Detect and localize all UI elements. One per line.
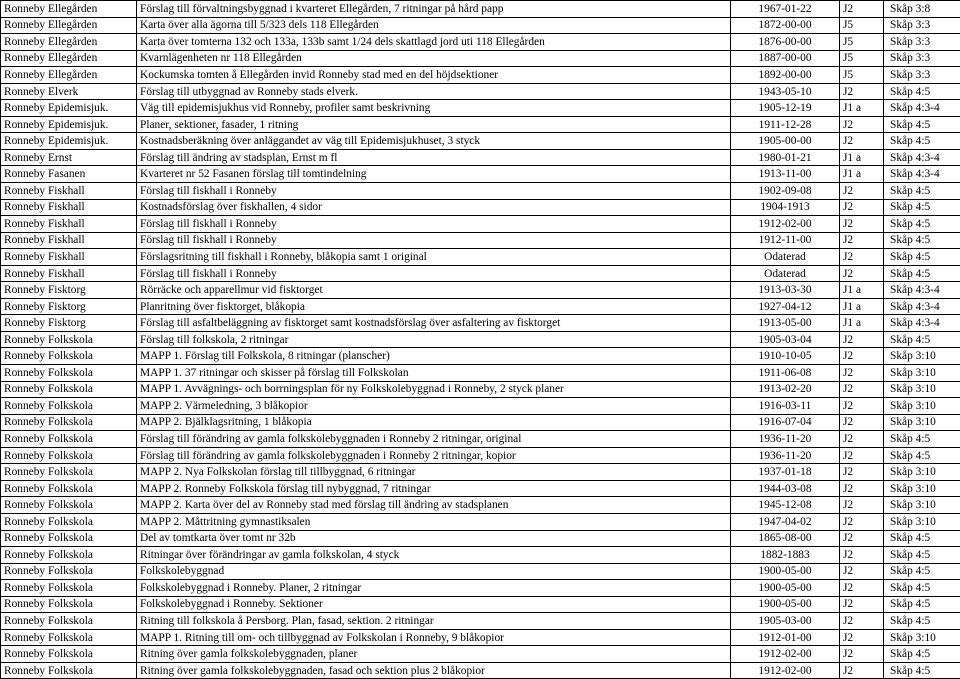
date-cell: 1947-04-02 bbox=[731, 513, 840, 530]
series-cell: J2 bbox=[840, 83, 884, 100]
date-cell: 1913-11-00 bbox=[731, 166, 840, 183]
place-cell: Ronneby Epidemisjuk. bbox=[1, 116, 137, 133]
description-cell: Planer, sektioner, fasader, 1 ritning bbox=[137, 116, 731, 133]
table-row bbox=[1, 662, 960, 679]
table-row bbox=[1, 414, 960, 431]
description-cell: Del av tomtkarta över tomt nr 32b bbox=[137, 530, 731, 547]
description-cell: MAPP 2. Karta över del av Ronneby stad med förslag till ändring av stadsplanen bbox=[137, 497, 731, 514]
series-cell: J5 bbox=[840, 17, 884, 34]
table-row bbox=[1, 166, 960, 183]
place-cell: Ronneby Fiskhall bbox=[1, 216, 137, 233]
series-cell: J2 bbox=[840, 464, 884, 481]
date-cell: 1916-07-04 bbox=[731, 414, 840, 431]
description-cell: MAPP 2. Nya Folkskolan förslag till tillbyggnad, 6 ritningar bbox=[137, 464, 731, 481]
place-cell: Ronneby Folkskola bbox=[1, 613, 137, 630]
series-cell: J1 a bbox=[840, 282, 884, 299]
location-cell: Skåp 3:10 bbox=[884, 497, 960, 514]
series-cell: J5 bbox=[840, 67, 884, 84]
description-cell: Kvarnlägenheten nr 118 Ellegården bbox=[137, 50, 731, 67]
table-row bbox=[1, 646, 960, 663]
series-cell: J2 bbox=[840, 348, 884, 365]
description-cell: Ritning till folkskola å Persborg. Plan, fasad, sektion. 2 ritningar bbox=[137, 613, 731, 630]
place-cell: Ronneby Folkskola bbox=[1, 513, 137, 530]
date-cell: 1916-03-11 bbox=[731, 398, 840, 415]
place-cell: Ronneby Epidemisjuk. bbox=[1, 133, 137, 150]
location-cell: Skåp 4:5 bbox=[884, 563, 960, 580]
description-cell: Karta över alla ägorna till 5/323 dels 118 Ellegården bbox=[137, 17, 731, 34]
description-cell: Förslag till fiskhall i Ronneby bbox=[137, 265, 731, 282]
series-cell: J2 bbox=[840, 480, 884, 497]
series-cell: J5 bbox=[840, 50, 884, 67]
series-cell: J2 bbox=[840, 265, 884, 282]
location-cell: Skåp 4:5 bbox=[884, 547, 960, 564]
series-cell: J2 bbox=[840, 398, 884, 415]
table-row bbox=[1, 232, 960, 249]
table-row bbox=[1, 563, 960, 580]
table-row bbox=[1, 315, 960, 332]
place-cell: Ronneby Folkskola bbox=[1, 381, 137, 398]
description-cell: Förslag till folkskola, 2 ritningar bbox=[137, 331, 731, 348]
place-cell: Ronneby Folkskola bbox=[1, 547, 137, 564]
series-cell: J2 bbox=[840, 381, 884, 398]
location-cell: Skåp 4:5 bbox=[884, 199, 960, 216]
place-cell: Ronneby Fiskhall bbox=[1, 232, 137, 249]
description-cell: MAPP 1. Ritning till om- och tillbyggnad av Folkskolan i Ronneby, 9 blåkopior bbox=[137, 629, 731, 646]
location-cell: Skåp 4:5 bbox=[884, 83, 960, 100]
location-cell: Skåp 3:3 bbox=[884, 17, 960, 34]
series-cell: J2 bbox=[840, 563, 884, 580]
description-cell: Förslag till ändring av stadsplan, Ernst m fl bbox=[137, 149, 731, 166]
location-cell: Skåp 3:10 bbox=[884, 513, 960, 530]
place-cell: Ronneby Fisktorg bbox=[1, 282, 137, 299]
table-row bbox=[1, 365, 960, 382]
place-cell: Ronneby Folkskola bbox=[1, 497, 137, 514]
place-cell: Ronneby Folkskola bbox=[1, 596, 137, 613]
series-cell: J1 a bbox=[840, 100, 884, 117]
table-row bbox=[1, 530, 960, 547]
place-cell: Ronneby Folkskola bbox=[1, 398, 137, 415]
series-cell: J1 a bbox=[840, 166, 884, 183]
series-cell: J2 bbox=[840, 216, 884, 233]
table-row bbox=[1, 149, 960, 166]
place-cell: Ronneby Folkskola bbox=[1, 480, 137, 497]
date-cell: 1872-00-00 bbox=[731, 17, 840, 34]
series-cell: J2 bbox=[840, 447, 884, 464]
table-row bbox=[1, 447, 960, 464]
series-cell: J2 bbox=[840, 613, 884, 630]
description-cell: Ritning över gamla folkskolebyggnaden, planer bbox=[137, 646, 731, 663]
table-row bbox=[1, 50, 960, 67]
place-cell: Ronneby Folkskola bbox=[1, 580, 137, 597]
location-cell: Skåp 3:3 bbox=[884, 50, 960, 67]
description-cell: Förslagsritning till fiskhall i Ronneby, blåkopia samt 1 original bbox=[137, 249, 731, 266]
series-cell: J2 bbox=[840, 513, 884, 530]
place-cell: Ronneby Folkskola bbox=[1, 447, 137, 464]
date-cell: 1912-11-00 bbox=[731, 232, 840, 249]
table-row bbox=[1, 1, 960, 18]
date-cell: 1913-05-00 bbox=[731, 315, 840, 332]
place-cell: Ronneby Folkskola bbox=[1, 530, 137, 547]
description-cell: Kostnadsberäkning över anläggandet av väg till Epidemisjukhuset, 3 styck bbox=[137, 133, 731, 150]
table-row bbox=[1, 67, 960, 84]
description-cell: Ritningar över förändringar av gamla folkskolan, 4 styck bbox=[137, 547, 731, 564]
table-row bbox=[1, 596, 960, 613]
date-cell: 1900-05-00 bbox=[731, 596, 840, 613]
location-cell: Skåp 4:3-4 bbox=[884, 282, 960, 299]
description-cell: Kostnadsförslag över fiskhallen, 4 sidor bbox=[137, 199, 731, 216]
series-cell: J2 bbox=[840, 497, 884, 514]
date-cell: 1943-05-10 bbox=[731, 83, 840, 100]
location-cell: Skåp 3:10 bbox=[884, 348, 960, 365]
date-cell: 1980-01-21 bbox=[731, 149, 840, 166]
table-row bbox=[1, 265, 960, 282]
place-cell: Ronneby Ellegården bbox=[1, 34, 137, 51]
table-row bbox=[1, 133, 960, 150]
place-cell: Ronneby Fiskhall bbox=[1, 199, 137, 216]
series-cell: J2 bbox=[840, 133, 884, 150]
description-cell: MAPP 1. Avvägnings- och borrningsplan för ny Folkskolebyggnad i Ronneby, 2 styck planer bbox=[137, 381, 731, 398]
table-row bbox=[1, 480, 960, 497]
date-cell: 1905-12-19 bbox=[731, 100, 840, 117]
place-cell: Ronneby Folkskola bbox=[1, 629, 137, 646]
date-cell: 1902-09-08 bbox=[731, 183, 840, 200]
series-cell: J2 bbox=[840, 431, 884, 448]
table-row bbox=[1, 398, 960, 415]
location-cell: Skåp 4:5 bbox=[884, 331, 960, 348]
series-cell: J2 bbox=[840, 580, 884, 597]
place-cell: Ronneby Folkskola bbox=[1, 331, 137, 348]
location-cell: Skåp 3:10 bbox=[884, 629, 960, 646]
date-cell: 1945-12-08 bbox=[731, 497, 840, 514]
location-cell: Skåp 4:5 bbox=[884, 431, 960, 448]
series-cell: J2 bbox=[840, 596, 884, 613]
place-cell: Ronneby Ellegården bbox=[1, 50, 137, 67]
table-row bbox=[1, 613, 960, 630]
date-cell: 1927-04-12 bbox=[731, 298, 840, 315]
place-cell: Ronneby Folkskola bbox=[1, 365, 137, 382]
date-cell: 1904-1913 bbox=[731, 199, 840, 216]
register-body bbox=[1, 1, 960, 679]
description-cell: Förslag till asfaltbeläggning av fisktorget samt kostnadsförslag över asfaltering av fisktorget bbox=[137, 315, 731, 332]
date-cell: 1905-03-00 bbox=[731, 613, 840, 630]
table-row bbox=[1, 83, 960, 100]
location-cell: Skåp 3:8 bbox=[884, 1, 960, 18]
place-cell: Ronneby Ernst bbox=[1, 149, 137, 166]
description-cell: MAPP 1. 37 ritningar och skisser på förslag till Folkskolan bbox=[137, 365, 731, 382]
place-cell: Ronneby Ellegården bbox=[1, 1, 137, 18]
place-cell: Ronneby Folkskola bbox=[1, 646, 137, 663]
location-cell: Skåp 4:3-4 bbox=[884, 166, 960, 183]
series-cell: J5 bbox=[840, 34, 884, 51]
location-cell: Skåp 3:10 bbox=[884, 464, 960, 481]
series-cell: J2 bbox=[840, 116, 884, 133]
description-cell: Förslag till utbyggnad av Ronneby stads elverk. bbox=[137, 83, 731, 100]
place-cell: Ronneby Folkskola bbox=[1, 662, 137, 679]
location-cell: Skåp 4:3-4 bbox=[884, 100, 960, 117]
series-cell: J1 a bbox=[840, 149, 884, 166]
place-cell: Ronneby Ellegården bbox=[1, 67, 137, 84]
location-cell: Skåp 4:5 bbox=[884, 116, 960, 133]
place-cell: Ronneby Folkskola bbox=[1, 464, 137, 481]
series-cell: J2 bbox=[840, 331, 884, 348]
location-cell: Skåp 3:3 bbox=[884, 67, 960, 84]
table-row bbox=[1, 513, 960, 530]
table-row bbox=[1, 17, 960, 34]
series-cell: J1 a bbox=[840, 298, 884, 315]
location-cell: Skåp 4:5 bbox=[884, 133, 960, 150]
series-cell: J2 bbox=[840, 365, 884, 382]
table-row bbox=[1, 348, 960, 365]
place-cell: Ronneby Elverk bbox=[1, 83, 137, 100]
description-cell: Kvarteret nr 52 Fasanen förslag till tomtindelning bbox=[137, 166, 731, 183]
series-cell: J2 bbox=[840, 183, 884, 200]
location-cell: Skåp 4:5 bbox=[884, 232, 960, 249]
date-cell: 1900-05-00 bbox=[731, 580, 840, 597]
location-cell: Skåp 3:3 bbox=[884, 34, 960, 51]
date-cell: 1910-10-05 bbox=[731, 348, 840, 365]
place-cell: Ronneby Folkskola bbox=[1, 414, 137, 431]
date-cell: 1876-00-00 bbox=[731, 34, 840, 51]
location-cell: Skåp 4:5 bbox=[884, 249, 960, 266]
place-cell: Ronneby Fiskhall bbox=[1, 249, 137, 266]
table-row bbox=[1, 216, 960, 233]
place-cell: Ronneby Fiskhall bbox=[1, 183, 137, 200]
location-cell: Skåp 3:10 bbox=[884, 381, 960, 398]
series-cell: J2 bbox=[840, 547, 884, 564]
table-row bbox=[1, 34, 960, 51]
table-row bbox=[1, 431, 960, 448]
description-cell: Ritning över gamla folkskolebyggnaden, fasad och sektion plus 2 blåkopior bbox=[137, 662, 731, 679]
series-cell: J2 bbox=[840, 629, 884, 646]
series-cell: J2 bbox=[840, 232, 884, 249]
date-cell: 1905-00-00 bbox=[731, 133, 840, 150]
place-cell: Ronneby Fisktorg bbox=[1, 298, 137, 315]
description-cell: MAPP 2. Bjälklagsritning, 1 blåkopia bbox=[137, 414, 731, 431]
table-row bbox=[1, 100, 960, 117]
series-cell: J2 bbox=[840, 530, 884, 547]
place-cell: Ronneby Fisktorg bbox=[1, 315, 137, 332]
date-cell: 1912-02-00 bbox=[731, 216, 840, 233]
description-cell: Kockumska tomten å Ellegården invid Ronneby stad med en del höjdsektioner bbox=[137, 67, 731, 84]
date-cell: 1912-02-00 bbox=[731, 646, 840, 663]
location-cell: Skåp 4:3-4 bbox=[884, 315, 960, 332]
table-row bbox=[1, 381, 960, 398]
table-row bbox=[1, 497, 960, 514]
date-cell: 1905-03-04 bbox=[731, 331, 840, 348]
table-row bbox=[1, 298, 960, 315]
location-cell: Skåp 4:5 bbox=[884, 613, 960, 630]
place-cell: Ronneby Fiskhall bbox=[1, 265, 137, 282]
date-cell: 1913-02-20 bbox=[731, 381, 840, 398]
date-cell: 1887-00-00 bbox=[731, 50, 840, 67]
location-cell: Skåp 4:3-4 bbox=[884, 149, 960, 166]
place-cell: Ronneby Epidemisjuk. bbox=[1, 100, 137, 117]
description-cell: Folkskolebyggnad bbox=[137, 563, 731, 580]
description-cell: Förslag till förändring av gamla folkskolebyggnaden i Ronneby 2 ritningar, kopior bbox=[137, 447, 731, 464]
series-cell: J1 a bbox=[840, 315, 884, 332]
table-row bbox=[1, 629, 960, 646]
date-cell: 1912-01-00 bbox=[731, 629, 840, 646]
date-cell: 1936-11-20 bbox=[731, 431, 840, 448]
location-cell: Skåp 4:5 bbox=[884, 646, 960, 663]
location-cell: Skåp 4:5 bbox=[884, 447, 960, 464]
location-cell: Skåp 4:5 bbox=[884, 580, 960, 597]
date-cell: 1892-00-00 bbox=[731, 67, 840, 84]
place-cell: Ronneby Fasanen bbox=[1, 166, 137, 183]
date-cell: 1937-01-18 bbox=[731, 464, 840, 481]
date-cell: 1944-03-08 bbox=[731, 480, 840, 497]
location-cell: Skåp 3:10 bbox=[884, 398, 960, 415]
date-cell: 1967-01-22 bbox=[731, 1, 840, 18]
table-row bbox=[1, 199, 960, 216]
description-cell: MAPP 2. Värmeledning, 3 blåkopior bbox=[137, 398, 731, 415]
table-row bbox=[1, 282, 960, 299]
series-cell: J2 bbox=[840, 199, 884, 216]
description-cell: Förslag till fiskhall i Ronneby bbox=[137, 216, 731, 233]
place-cell: Ronneby Folkskola bbox=[1, 348, 137, 365]
series-cell: J2 bbox=[840, 1, 884, 18]
description-cell: Väg till epidemisjukhus vid Ronneby, profiler samt beskrivning bbox=[137, 100, 731, 117]
description-cell: Förslag till fiskhall i Ronneby bbox=[137, 183, 731, 200]
description-cell: MAPP 2. Måttritning gymnastiksalen bbox=[137, 513, 731, 530]
location-cell: Skåp 4:5 bbox=[884, 183, 960, 200]
description-cell: Planritning över fisktorget, blåkopia bbox=[137, 298, 731, 315]
date-cell: 1865-08-00 bbox=[731, 530, 840, 547]
location-cell: Skåp 3:10 bbox=[884, 414, 960, 431]
table-row bbox=[1, 580, 960, 597]
date-cell: Odaterad bbox=[731, 265, 840, 282]
description-cell: Karta över tomterna 132 och 133a, 133b samt 1/24 dels skattlagd jord uti 118 Ellegården bbox=[137, 34, 731, 51]
location-cell: Skåp 3:10 bbox=[884, 480, 960, 497]
date-cell: Odaterad bbox=[731, 249, 840, 266]
location-cell: Skåp 4:3-4 bbox=[884, 298, 960, 315]
description-cell: MAPP 1. Förslag till Folkskola, 8 ritningar (planscher) bbox=[137, 348, 731, 365]
description-cell: Folkskolebyggnad i Ronneby. Sektioner bbox=[137, 596, 731, 613]
description-cell: Förslag till fiskhall i Ronneby bbox=[137, 232, 731, 249]
place-cell: Ronneby Ellegården bbox=[1, 17, 137, 34]
place-cell: Ronneby Folkskola bbox=[1, 563, 137, 580]
location-cell: Skåp 3:10 bbox=[884, 365, 960, 382]
place-cell: Ronneby Folkskola bbox=[1, 431, 137, 448]
date-cell: 1936-11-20 bbox=[731, 447, 840, 464]
table-row bbox=[1, 249, 960, 266]
date-cell: 1912-02-00 bbox=[731, 662, 840, 679]
series-cell: J2 bbox=[840, 414, 884, 431]
description-cell: MAPP 2. Ronneby Folkskola förslag till nybyggnad, 7 ritningar bbox=[137, 480, 731, 497]
location-cell: Skåp 4:5 bbox=[884, 662, 960, 679]
table-row bbox=[1, 464, 960, 481]
date-cell: 1911-06-08 bbox=[731, 365, 840, 382]
location-cell: Skåp 4:5 bbox=[884, 596, 960, 613]
location-cell: Skåp 4:5 bbox=[884, 265, 960, 282]
series-cell: J2 bbox=[840, 662, 884, 679]
date-cell: 1900-05-00 bbox=[731, 563, 840, 580]
table-row bbox=[1, 183, 960, 200]
date-cell: 1913-03-30 bbox=[731, 282, 840, 299]
date-cell: 1911-12-28 bbox=[731, 116, 840, 133]
series-cell: J2 bbox=[840, 646, 884, 663]
table-row bbox=[1, 116, 960, 133]
date-cell: 1882-1883 bbox=[731, 547, 840, 564]
table-row bbox=[1, 331, 960, 348]
description-cell: Folkskolebyggnad i Ronneby. Planer, 2 ritningar bbox=[137, 580, 731, 597]
location-cell: Skåp 4:5 bbox=[884, 530, 960, 547]
description-cell: Förslag till förändring av gamla folkskolebyggnaden i Ronneby 2 ritningar, original bbox=[137, 431, 731, 448]
description-cell: Förslag till förvaltningsbyggnad i kvarteret Ellegården, 7 ritningar på hård papp bbox=[137, 1, 731, 18]
series-cell: J2 bbox=[840, 249, 884, 266]
description-cell: Rörräcke och apparellmur vid fisktorget bbox=[137, 282, 731, 299]
location-cell: Skåp 4:5 bbox=[884, 216, 960, 233]
table-row bbox=[1, 547, 960, 564]
